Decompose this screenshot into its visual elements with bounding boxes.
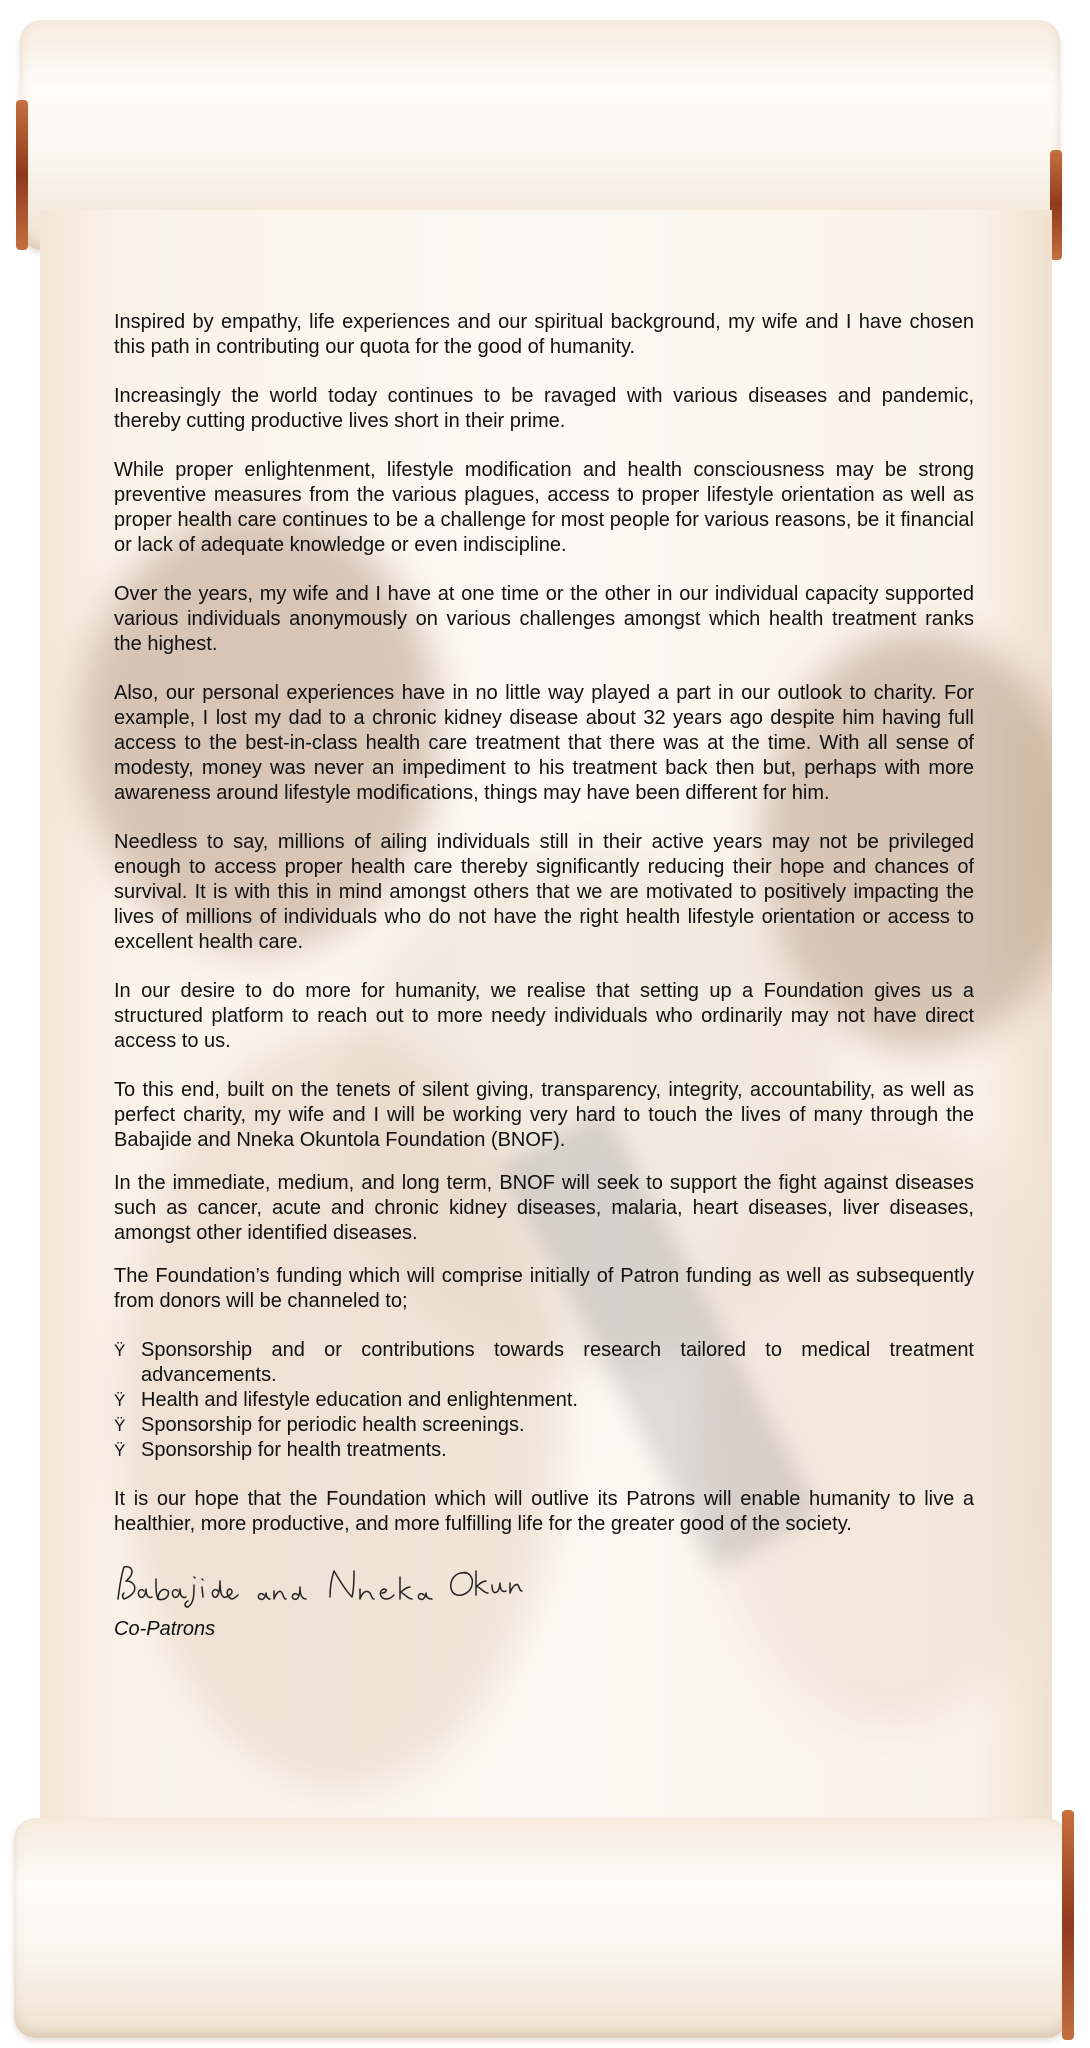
paragraph-closing: It is our hope that the Foundation which will outlive its Patrons will enable humanity to live a healthier, more productive, and more fulfilling life for the greater good of the society.	[114, 1488, 974, 1535]
scroll-bottom-roll	[14, 1818, 1068, 2038]
bullet-marker: Ÿ	[114, 1391, 126, 1410]
list-item: Ÿ Sponsorship for periodic health screenings.	[114, 1414, 525, 1436]
handwritten-signature	[114, 1561, 974, 1609]
list-item: Ÿ Health and lifestyle education and enlightenment.	[114, 1389, 578, 1411]
letter-content	[114, 310, 974, 1666]
paragraph-foundation-platform: In our desire to do more for humanity, we realise that setting up a Foundation gives us a structured platform to reach out to more needy individuals who ordinarily may not have direct access to us.	[114, 980, 974, 1052]
list-item: Ÿ Sponsorship for health treatments.	[114, 1439, 447, 1461]
list-item: Ÿ Sponsorship and or contributions towards research tailored to medical treatment advancements.	[114, 1339, 974, 1386]
scroll-edge-bottom-right	[1062, 1810, 1074, 2040]
signature-scribble	[114, 1561, 534, 1611]
paragraph-funding: The Foundation’s funding which will comprise initially of Patron funding as well as subsequently from donors will be channeled to;	[114, 1265, 974, 1312]
funding-list	[114, 1338, 974, 1463]
paragraph-motivation: Needless to say, millions of ailing individuals still in their active years may not be privileged enough to access proper health care thereby significantly reducing their hope and chances of survival. It is with this in mind amongst others that we are motivated to positively impacting the lives of millions of individuals who do not have the right health lifestyle orientation or access to excellent health care.	[114, 831, 974, 953]
signatory-title: Co-Patrons	[114, 1618, 216, 1640]
paragraph-world-diseases: Increasingly the world today continues to be ravaged with various diseases and pandemic, thereby cutting productive lives short in their prime.	[114, 385, 974, 432]
bullet-marker: Ÿ	[114, 1416, 126, 1435]
paragraph-tenets: To this end, built on the tenets of silent giving, transparency, integrity, accountability, as well as perfect charity, my wife and I will be working very hard to touch the lives of many through the Babajide and Nneka Okuntola Foundation (BNOF).	[114, 1079, 974, 1151]
paragraph-enlightenment: While proper enlightenment, lifestyle modification and health consciousness may be strong preventive measures from the various plagues, access to proper lifestyle orientation as well as proper health care continues to be a challenge for most people for various reasons, be it financial or lack of adequate knowledge or even indiscipline.	[114, 459, 974, 556]
paragraph-personal-experience: Also, our personal experiences have in no little way played a part in our outlook to charity. For example, I lost my dad to a chronic kidney disease about 32 years ago despite him having full access to the best-in-class health care treatment that there was at the time. With all sense of modesty, money was never an impediment to his treatment back then but, perhaps with more awareness around lifestyle modifications, things may have been different for him.	[114, 682, 974, 804]
paragraph-diseases: In the immediate, medium, and long term, BNOF will seek to support the fight against diseases such as cancer, acute and chronic kidney diseases, malaria, heart diseases, liver diseases, amongst other identified diseases.	[114, 1172, 974, 1244]
bullet-marker: Ÿ	[114, 1441, 126, 1460]
paragraph-inspiration: Inspired by empathy, life experiences and our spiritual background, my wife and I have chosen this path in contributing our quota for the good of humanity.	[114, 311, 974, 358]
paragraph-past-support: Over the years, my wife and I have at one time or the other in our individual capacity supported various individuals anonymously on various challenges amongst which health treatment ranks the highest.	[114, 583, 974, 655]
bullet-marker: Ÿ	[114, 1341, 126, 1360]
scroll-edge-left	[16, 100, 28, 250]
